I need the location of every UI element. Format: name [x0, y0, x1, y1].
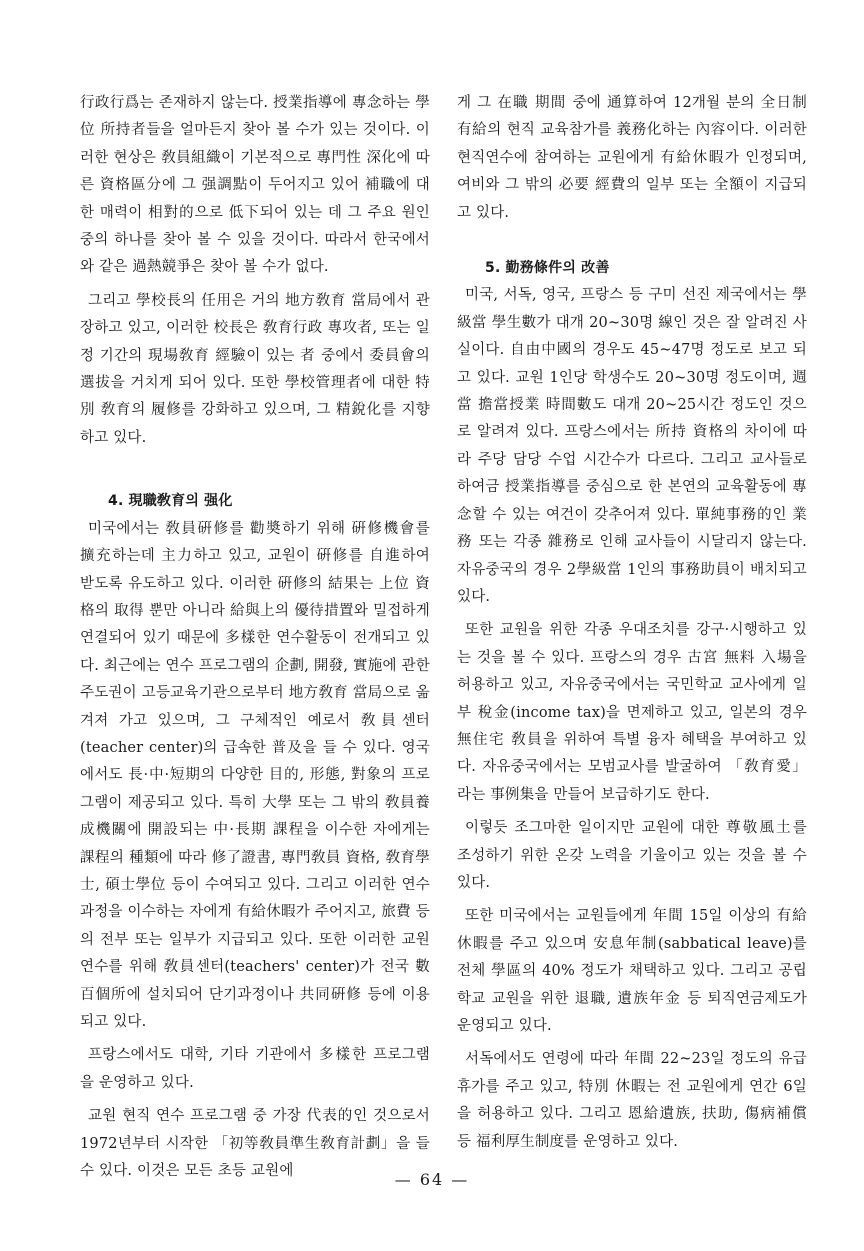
right-paragraph-1: 게 그 在職 期間 중에 通算하여 12개월 분의 全日制 有給의 현직 교육참가를 義務化하는 內容이다. 이러한 현직연수에 참여하는 교원에게 有給休暇가 인정되며, 여비와 그 밖의 必要 經費의 일부 또는 全額이 지급되고 있다. [457, 95, 807, 221]
right-column [457, 90, 807, 1162]
section-heading-4: 4. 現職敎育의 强化 [108, 493, 233, 510]
left-paragraph-5: 교원 현직 연수 프로그램 중 가장 代表的인 것으로서 1972년부터 시작한 「初等敎員準生敎育計劃」을 들 수 있다. 이것은 모든 초등 교원에 [80, 1108, 430, 1180]
page-number: — 64 — [394, 1170, 470, 1189]
left-column [80, 90, 430, 1191]
right-paragraph-4: 이렇듯 조그마한 일이지만 교원에 대한 尊敬風土를 조성하기 위한 온갖 노력을 기울이고 있는 것을 볼 수 있다. [457, 820, 807, 891]
section-heading-5: 5. 勤務條件의 改善 [485, 260, 610, 277]
left-paragraph-2: 그리고 學校長의 任用은 거의 地方敎育 當局에서 관장하고 있고, 이러한 校長은 敎育行政 專攻者, 또는 일정 기간의 現場敎育 經驗이 있는 者 중에서 委員會의 選拔을 거치게 되어 있다. 또한 學校管理者에 대한 特別 敎育의 履修를 강화하고 있으며, 그 精銳化를 지향하고 있다. [80, 292, 430, 446]
right-paragraph-6: 서독에서도 연령에 따라 年間 22~23일 정도의 유급 휴가를 주고 있고, 特別 休暇는 전 교원에게 연간 6일을 허용하고 있다. 그리고 恩給遺族, 扶助, 傷病補償 등 福利厚生制度를 운영하고 있다. [457, 1051, 807, 1150]
right-paragraph-2: 미국, 서독, 영국, 프랑스 등 구미 선진 제국에서는 學級當 學生數가 대개 20~30명 線인 것은 잘 알려진 사실이다. 自由中國의 경우도 45~47명 정도로 보고 되고 있다. 교원 1인당 학생수도 20~30명 정도이며, 週當 擔當授業 時間數도 대개 20~25시간 정도인 것으로 알려져 있다. 프랑스에서는 所持 資格의 차이에 따라 주당 담당 수업 시간수가 다르다. 그리고 교사들로 하여금 授業指導를 중심으로 한 본연의 교육활동에 專念할 수 있는 여건이 갖추어져 있다. 單純事務的인 業務 또는 각종 雜務로 인해 교사들이 시달리지 않는다. 자유중국의 경우 2學級當 1인의 事務助員이 배치되고 있다. [457, 287, 807, 605]
right-paragraph-3: 또한 교원을 위한 각종 우대조치를 강구·시행하고 있는 것을 볼 수 있다. 프랑스의 경우 古宮 無料 入場을 허용하고 있고, 자유중국에서는 국민학교 교사에게 일부 稅金(income tax)을 면제하고 있고, 일본의 경우 無住宅 敎員을 위하여 특별 융자 혜택을 부여하고 있다. 자유중국에서는 모범교사를 발굴하여 「敎育愛」라는 事例集을 만들어 보급하기도 한다. [457, 622, 807, 803]
left-paragraph-4: 프랑스에서도 대학, 기타 기관에서 多樣한 프로그램을 운영하고 있다. [80, 1047, 430, 1091]
right-paragraph-5: 또한 미국에서는 교원들에게 年間 15일 이상의 有給休暇를 주고 있으며 安息年制(sabbatical leave)를 전체 學區의 40% 정도가 채택하고 있다. 그리고 공립학교 교원을 위한 退職, 遺族年金 등 퇴직연금제도가 운영되고 있다. [457, 908, 807, 1034]
left-paragraph-1: 行政行爲는 존재하지 않는다. 授業指導에 專念하는 學位 所持者들을 얼마든지 찾아 볼 수가 있는 것이다. 이러한 현상은 敎員組織이 기본적으로 專門性 深化에 따른 資格區分에 그 强調點이 두어지고 있어 補職에 대한 매력이 相對的으로 低下되어 있는 데 그 주요 원인 중의 하나를 찾아 볼 수 있을 것이다. 따라서 한국에서와 같은 過熱競爭은 찾아 볼 수가 없다. [80, 95, 430, 276]
left-paragraph-3: 미국에서는 敎員硏修를 勸奬하기 위해 硏修機會를 擴充하는데 主力하고 있고, 교원이 硏修를 自進하여 받도록 유도하고 있다. 이러한 硏修의 結果는 上位 資格의 取得 뿐만 아니라 給與上의 優待措置와 밀접하게 연결되어 있기 때문에 多樣한 연수활동이 전개되고 있다. 최근에는 연수 프로그램의 企劃, 開發, 實施에 관한 주도권이 고등교육기관으로부터 地方敎育 當局으로 옮겨져 가고 있으며, 그 구체적인 예로서 敎員센터(teacher center)의 급속한 普及을 들 수 있다. 영국에서도 長·中·短期의 다양한 目的, 形態, 對象의 프로그램이 제공되고 있다. 특히 大學 또는 그 밖의 敎員養成機關에 開設되는 中·長期 課程을 이수한 자에게는 課程의 種類에 따라 修了證書, 專門敎員 資格, 敎育學士, 碩士學位 등이 수여되고 있다. 그리고 이러한 연수과정을 이수하는 자에게 有給休暇가 주어지고, 旅費 등의 전부 또는 일부가 지급되고 있다. 또한 이러한 교원 연수를 위해 敎員센터(teachers' center)가 전국 數百個所에 설치되어 단기과정이나 共同硏修 등에 이용되고 있다. [80, 520, 430, 1030]
